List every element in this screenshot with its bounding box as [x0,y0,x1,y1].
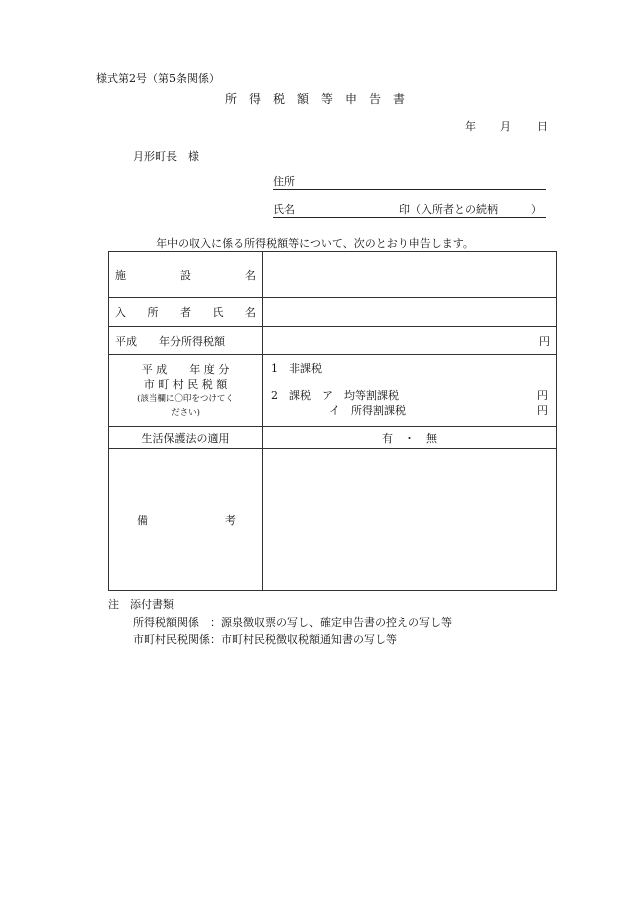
welfare-value-cell[interactable] [263,427,557,449]
welfare-label: 生活保護法の適用 [141,431,230,445]
document-title: 所得税額等申告書 [224,92,417,106]
income-based-yen: 円 [537,404,548,417]
table-row-resident-tax [109,355,557,427]
notes-line-resident-tax: 市町村民税関係：市町村民税徴収税額通知書の写し等 [133,633,397,646]
remarks-label-char: 考 [225,513,236,527]
option-non-taxable-label: 1 非課税 [271,362,322,375]
option-non-taxable[interactable] [263,361,556,376]
resident-label-cell [109,298,263,327]
address-label: 住所 [273,175,295,188]
facility-label-char: 施 [115,268,126,282]
date-day: 日 [537,120,548,133]
remarks-input-cell[interactable] [263,449,557,591]
resident-tax-label-1: 平 成 年 度 分 [141,362,230,376]
income-tax-yen: 円 [539,334,550,348]
welfare-label-cell [109,427,263,449]
option-per-capita-tax[interactable] [263,388,556,403]
resident-tax-note-2: ださい) [171,407,200,418]
facility-label-cell [109,252,263,298]
resident-input-cell[interactable] [263,298,557,327]
resident-label-char: 氏 [212,306,224,319]
address-field[interactable] [273,173,546,190]
notes-heading: 注 添付書類 [108,598,174,611]
income-tax-label: 平成 年分所得税額 [115,334,225,348]
table-row-welfare [109,427,557,449]
table-row-resident [109,298,557,327]
welfare-yes-no: 有 ・ 無 [382,431,437,445]
facility-input-cell[interactable] [263,252,557,298]
option-per-capita-label: 2 課税 ア 均等割課税 [271,389,399,402]
date-month: 月 [500,120,511,133]
option-income-based-label: イ 所得割課税 [329,404,406,417]
notes-line-income-tax: 所得税額関係 ：源泉徴収票の写し、確定申告書の控えの写し等 [133,616,452,629]
date-year: 年 [465,120,476,133]
income-tax-label-cell [109,327,263,355]
resident-label-char: 者 [180,306,191,319]
table-row-facility [109,252,557,298]
addressee: 月形町長 様 [133,150,199,163]
resident-tax-options-cell[interactable] [263,355,557,427]
name-label: 氏名 [273,203,295,216]
option-income-based-tax[interactable] [263,403,556,418]
facility-label-char: 名 [245,268,256,282]
form-number: 様式第2号（第5条関係） [96,72,220,85]
resident-label-char: 所 [147,306,159,319]
remarks-label-char: 備 [137,513,148,527]
resident-tax-label-2: 市 町 村 民 税 額 [143,377,228,391]
remarks-label-cell [109,449,263,591]
resident-label-char: 入 [115,306,126,319]
name-field[interactable] [273,201,546,218]
seal-relationship: 印（入所者との続柄 ） [399,203,542,216]
income-tax-input-cell[interactable] [263,327,557,355]
resident-tax-note-1: (該当欄に〇印をつけてく [137,393,234,404]
resident-tax-label-cell [109,355,263,427]
per-capita-yen: 円 [537,389,548,402]
table-row-income-tax [109,327,557,355]
declaration-table [108,251,557,591]
table-row-remarks [109,449,557,591]
facility-label-char: 設 [180,268,191,282]
resident-label-char: 名 [245,306,256,319]
intro-text: 年中の収入に係る所得税額等について、次のとおり申告します。 [156,237,474,250]
